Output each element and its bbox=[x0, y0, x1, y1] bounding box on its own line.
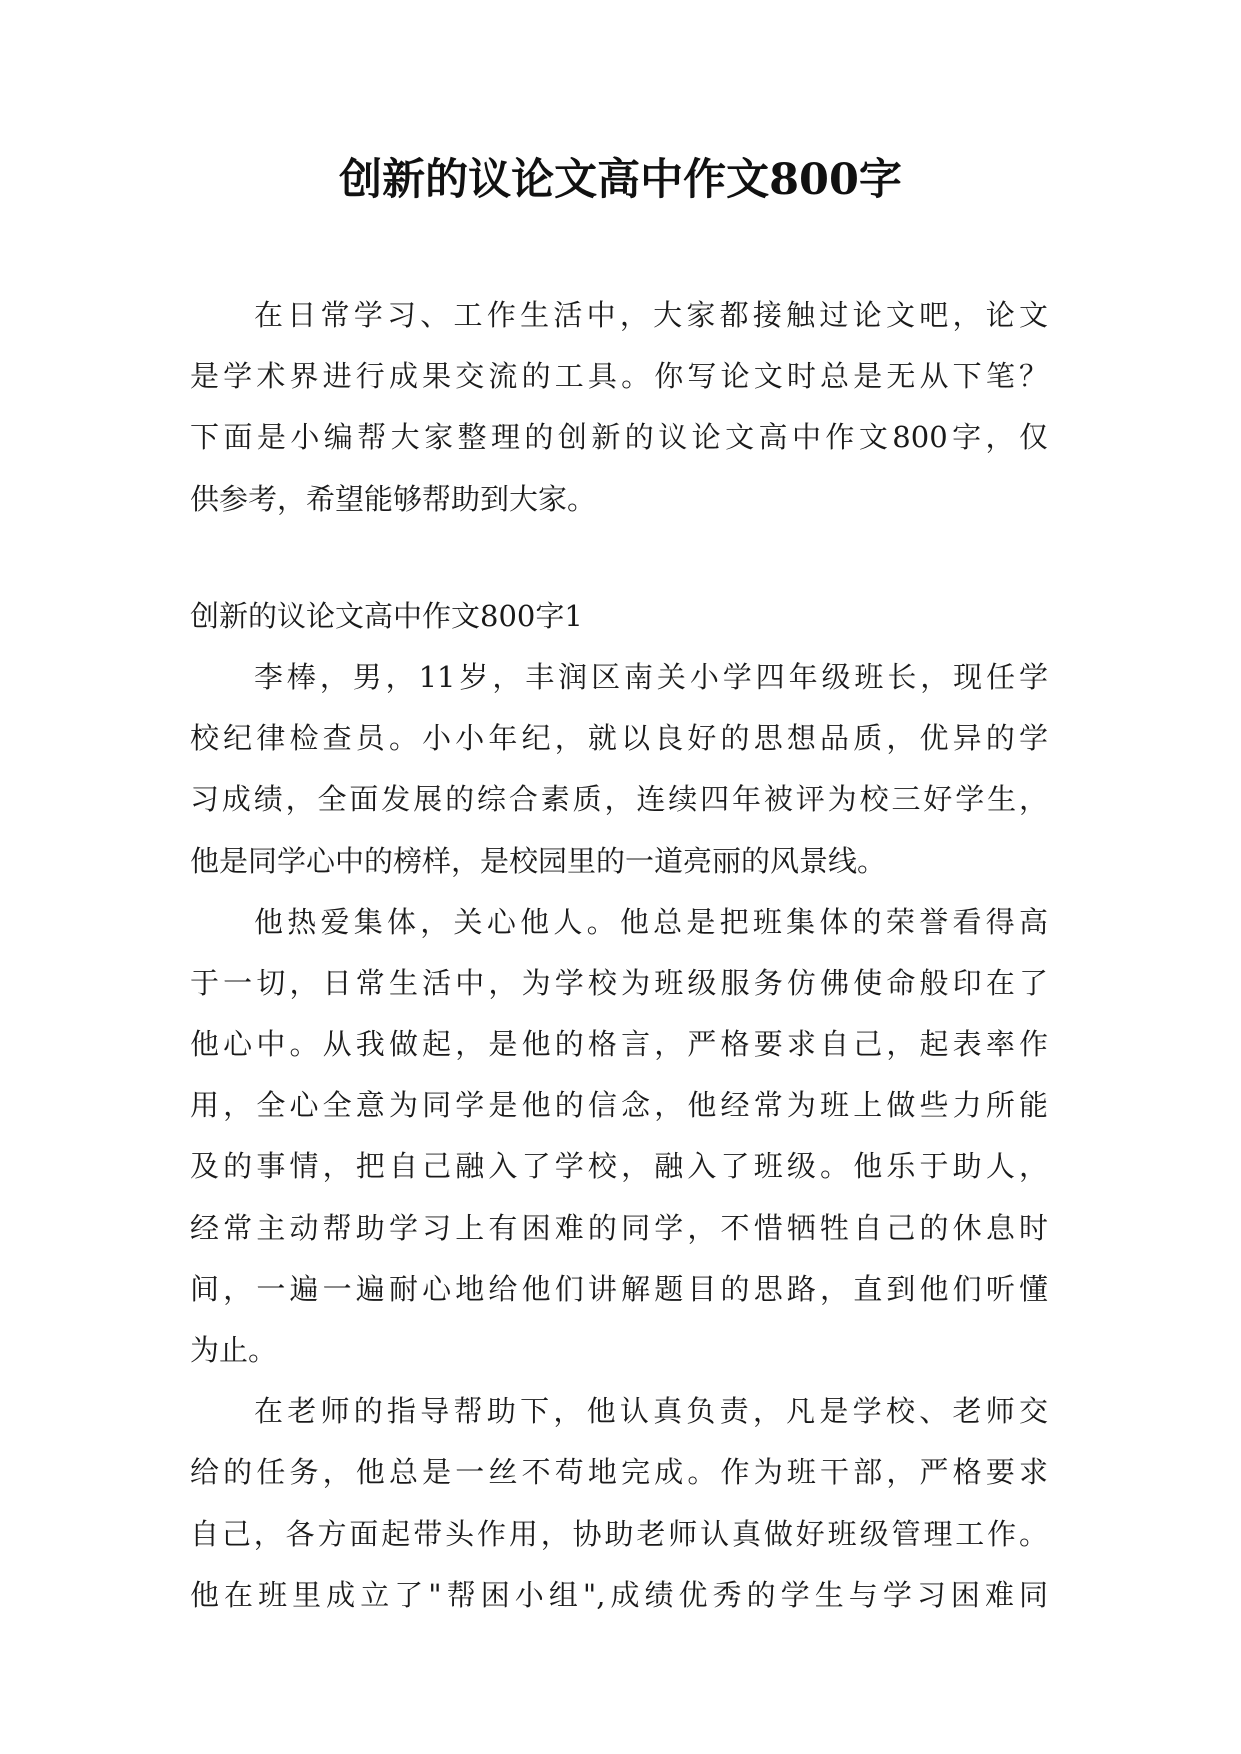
text-line: 习成绩，全面发展的综合素质，连续四年被评为校三好学生， bbox=[190, 782, 1048, 817]
text-line: 经常主动帮助学习上有困难的同学，不惜牺牲自己的休息时 bbox=[190, 1210, 1048, 1245]
text-line: 于一切，日常生活中，为学校为班级服务仿佛使命般印在了 bbox=[190, 965, 1048, 1000]
text-line: 用，全心全意为同学是他的信念，他经常为班上做些力所能 bbox=[190, 1088, 1048, 1123]
text-line: 下面是小编帮大家整理的创新的议论文高中作文800字，仅 bbox=[190, 420, 1048, 455]
section-heading: 创新的议论文高中作文800字1 bbox=[190, 598, 583, 633]
text-line: 他在班里成立了"帮困小组",成绩优秀的学生与学习困难同 bbox=[190, 1577, 1048, 1612]
essay-paragraph bbox=[190, 647, 1048, 892]
text-line: 他心中。从我做起，是他的格言，严格要求自己，起表率作 bbox=[190, 1027, 1048, 1062]
document-title: 创新的议论文高中作文800字 bbox=[339, 155, 902, 205]
text-line: 在老师的指导帮助下，他认真负责，凡是学校、老师交 bbox=[254, 1394, 1048, 1429]
text-line: 及的事情，把自己融入了学校，融入了班级。他乐于助人， bbox=[190, 1149, 1048, 1184]
text-line: 供参考，希望能够帮助到大家。 bbox=[190, 481, 597, 516]
text-line: 李棒，男，11岁，丰润区南关小学四年级班长，现任学 bbox=[254, 659, 1048, 694]
text-line: 给的任务，他总是一丝不苟地完成。作为班干部，严格要求 bbox=[190, 1455, 1048, 1490]
intro-paragraph bbox=[190, 285, 1048, 530]
text-line: 校纪律检查员。小小年纪，就以良好的思想品质，优异的学 bbox=[190, 721, 1048, 756]
text-line: 他热爱集体，关心他人。他总是把班集体的荣誉看得高 bbox=[254, 904, 1048, 939]
section-spacer bbox=[190, 530, 1048, 586]
document-body bbox=[190, 285, 1048, 1626]
text-line: 为止。 bbox=[190, 1333, 278, 1367]
text-line: 他是同学心中的榜样，是校园里的一道亮丽的风景线。 bbox=[190, 843, 887, 878]
essay-paragraphs bbox=[190, 647, 1048, 1626]
text-line: 自己，各方面起带头作用，协助老师认真做好班级管理工作。 bbox=[190, 1516, 1048, 1551]
text-line: 是学术界进行成果交流的工具。你写论文时总是无从下笔？ bbox=[190, 359, 1048, 394]
text-line: 在日常学习、工作生活中，大家都接触过论文吧，论文 bbox=[254, 298, 1048, 332]
essay-paragraph bbox=[190, 892, 1048, 1382]
text-line: 间，一遍一遍耐心地给他们讲解题目的思路，直到他们听懂 bbox=[190, 1271, 1048, 1306]
essay-paragraph bbox=[190, 1381, 1048, 1626]
